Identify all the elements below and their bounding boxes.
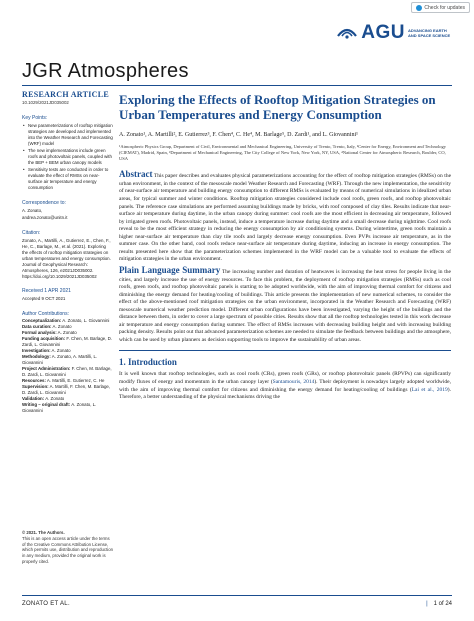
update-icon [416, 5, 422, 11]
journal-title: JGR Atmospheres [22, 60, 189, 82]
contribution-item: Formal analysis: A. Zonato [22, 330, 77, 335]
accepted-date: Accepted 9 OCT 2021 [22, 296, 66, 301]
article-title: Exploring the Effects of Rooftop Mitigation Strategies on Urban Temperatures and Energy Consumption [119, 92, 436, 122]
page-number: 1 of 24 [433, 601, 452, 607]
introduction-text: It is well known that rooftop technologies, such as cool roofs (CRs), green roofs (GRs), or rooftop photovoltaic panels (RPVPs) can significantly modify fluxes of energy and momentum in the urban canopy layer (Santamouris, 2014). Their deployment is nowadays largely adopted worldwide, with the aim of improving thermal comfort for citizens and diminishing the energy demand for heating/cooling of buildings (Lai et al., 2019). Therefore, a better understanding of the physical mechanisms driving the [119, 371, 451, 401]
check-for-updates-button[interactable] [411, 2, 470, 13]
contribution-item: Conceptualization: A. Zonato, L. Giovannini [22, 318, 110, 323]
introduction-heading: 1. Introduction [119, 357, 177, 368]
received-date: Received 1 APR 2021 [22, 288, 71, 294]
agu-logo [336, 22, 452, 44]
contribution-item: Project Administration: F. Chen, M. Barlage, D. Zardi, L. Giovannini [22, 366, 112, 377]
key-point: • The new implementations include green roofs and photovoltaic panels, coupled with the BEP + BEM urban canopy models [22, 148, 113, 166]
contribution-item: Methodology: A. Zonato, A. Martilli, L. Giovannini [22, 354, 98, 365]
footer-authors: ZONATO ET AL. [22, 601, 70, 607]
footer-separator: | [426, 601, 428, 607]
key-points-heading: Key Points: [22, 115, 48, 121]
contribution-item: Writing – original draft: A. Zonato, L. Giovannini [22, 402, 97, 413]
contribution-item: Investigation: A. Zonato [22, 348, 71, 353]
abstract-section [119, 171, 451, 264]
pls-heading: Plain Language Summary [119, 264, 221, 275]
main-column [119, 90, 451, 402]
citation-heading: Citation: [22, 230, 41, 236]
copyright-line: © 2021. The Authors. [22, 530, 65, 535]
header-divider [22, 85, 452, 86]
key-points-list [22, 123, 113, 191]
check-for-updates-label: Check for updates [424, 4, 465, 11]
reference-link[interactable]: Santamouris, 2014 [272, 378, 315, 385]
contribution-item: Resources: A. Martilli, E. Gutierrez, C. He [22, 378, 105, 383]
citation-text: Zonato, A., Martilli, A., Gutierrez, E., Chen, F., He, C., Barlage, M., et al. (2021). Exploring the effects of rooftop mitigation strategies on urban temperatures and energy consumption. Journal of Geophysical Research: Atmospheres, 126, e2021JD035002. https://doi.org/10.1029/2021JD035002 [22, 238, 111, 279]
license-text: This is an open access article under the terms of the Creative Commons Attribution License, which permits use, distribution and reproduction in any medium, provided the original work is properly cited. [22, 535, 113, 564]
agu-wordmark: AGU [361, 22, 405, 43]
reference-link[interactable]: Lai et al., 2019 [411, 386, 448, 393]
section-divider [119, 350, 451, 351]
key-point: • New parameterizations of rooftop mitigation strategies are developed and implemented into the Weather Research and Forecasting (WRF) model [22, 123, 113, 147]
correspondence-name: A. Zonato, [22, 208, 43, 213]
article-doi[interactable]: 10.1029/2021JD035002 [22, 100, 69, 105]
author-list: A. Zonato¹, A. Martilli², E. Gutierrez³, F. Chen⁴, C. He⁴, M. Barlage⁵, D. Zardi¹, and L. Giovannini¹ [119, 132, 358, 138]
abstract-text: This paper describes and evaluates physical parameterizations accounting for the effect of rooftop mitigation strategies (RMSs) on the urban environment, in the context of the mesoscale model Weather Research and Forecasting (WRF). Through the new implementation, the sensitivity of near-surface air temperature and building energy consumption to different RMSs is evaluated by means of numerical simulations in idealized urban areas, for typical summer and winter conditions. Rooftop mitigation strategies considered include cool roofs, green roofs, and rooftop photovoltaic panels. The reference case simulations are performed assuming buildings made by bricks, with roof composed of clay tiles. Results indicate that near-surface air temperature during daytime, in the urban canopy during summer: cool roofs are the most efficient in decreasing air temperature, followed by irrigated green roofs. Photovoltaic panels, instead, induce a temperature increase during daytime and a small decrease during nighttime. Cool roofs reveal to be the most efficient strategy in reducing the energy consumption by air conditioning systems. During wintertime, green roofs maintain a higher near-surface air temperature than clay tile roofs and largely decrease energy consumption. Even PVPs increase air temperature, as in the summer case. On the other hand, cool roofs reduce near-surface air temperature during daytime, inducing an increase in energy consumption. The results presented here show that the parameterization schemes implemented in the WRF model can be a valuable tool to evaluate the effects of mitigation strategies in the urban environment. [119, 173, 452, 263]
contributions-heading: Author Contributions: [22, 311, 69, 317]
abstract-heading: Abstract [119, 169, 153, 180]
article-type: RESEARCH ARTICLE [22, 90, 109, 99]
footer-page [426, 601, 452, 607]
contribution-item: Funding acquisition: F. Chen, M. Barlage, D. Zardi, L. Giovannini [22, 336, 113, 347]
agu-tagline: ADVANCING EARTH AND SPACE SCIENCE [408, 28, 451, 38]
plain-language-summary [119, 264, 451, 344]
contribution-item: Supervision: A. Martilli, F. Chen, M. Barlage, D. Zardi, L. Giovannini [22, 384, 111, 395]
globe-logo-icon [336, 24, 358, 42]
affiliations: ¹Atmospheric Physics Group, Department of Civil, Environmental and Mechanical Engineering, University of Trento, Trento, Italy, ²Center for Energy, Environment and Technology (CIEMAT), Madrid, Spain, ³Department of Mechanical Engineering, The City College of New York, New York, NY, USA, ⁴National Center for Atmospheric Research, Boulder, CO, USA [119, 144, 446, 161]
key-point: • Sensitivity tests are conducted in order to evaluate the effect of RMSs on near-surface air temperature and energy consumption [22, 167, 113, 191]
sidebar [22, 90, 113, 414]
pls-text: The increasing number and duration of heatwaves is increasing the heat stress for people living in the cities, and largely increase the use of energy resources. To face this problem, the deployment of rooftop mitigation strategies (RMSs) such as cool roofs, green roofs, and rooftop photovoltaic panels is starting to be adopted worldwide, with the aim of improving thermal comfort for citizens and diminishing the energy demand for heating/cooling of buildings. This article presents the implementation of new numerical schemes, to consider the effect of the above-mentioned roof mitigation strategies on the urban environment, incorporated in the Weather Research and Forecasting (WRF) mesoscale numerical weather prediction model. Different urban configurations have been investigated, varying the height of the buildings and the distance between them, in order to cover a large spectrum of possible cities. Results show that all the rooftop technologies tested in this work decrease air temperature and energy consumption during summer. The effect of RMSs increases with decreasing building height and with increasing building packing density. Results point out that advanced parameterization schemes are needed to simulate the feedback between buildings and the atmosphere, which can be used by urban planners as decision supporting tools to improve the sustainability of urban areas. [119, 268, 451, 343]
license-block [22, 530, 113, 565]
contribution-item: Validation: A. Zonato [22, 396, 65, 401]
footer-divider [22, 595, 452, 596]
correspondence-email[interactable]: andrea.zonato@unitn.it [22, 215, 68, 220]
contribution-item: Data curation: A. Zonato [22, 324, 72, 329]
correspondence-heading: Correspondence to: [22, 200, 66, 206]
